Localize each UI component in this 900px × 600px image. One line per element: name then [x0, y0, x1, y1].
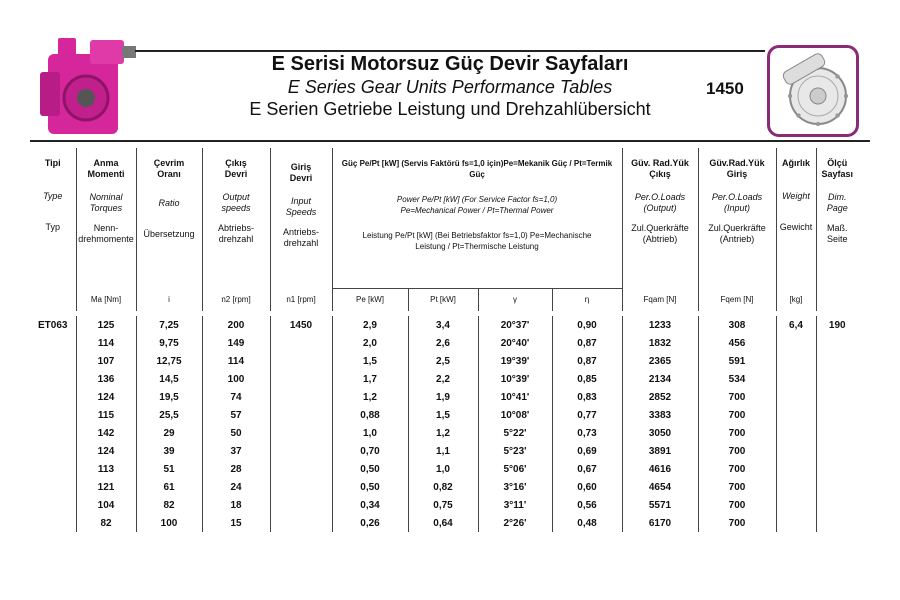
- cell-n1: [270, 496, 332, 514]
- cell-weight: [776, 406, 816, 424]
- cell-ma: 142: [76, 424, 136, 442]
- cell-weight: [776, 388, 816, 406]
- cell-n1: [270, 442, 332, 460]
- cell-fqe: 700: [698, 442, 776, 460]
- cell-gamma: 10°08': [478, 406, 552, 424]
- cell-n2: 15: [202, 514, 270, 532]
- cell-weight: [776, 370, 816, 388]
- unit-gamma: γ: [478, 288, 552, 311]
- cell-eta: 0,56: [552, 496, 622, 514]
- cell-eta: 0,83: [552, 388, 622, 406]
- cell-dim-page: [816, 424, 858, 442]
- cell-pe: 0,50: [332, 460, 408, 478]
- cell-n1: [270, 514, 332, 532]
- gearbox-product-image: [30, 32, 140, 142]
- cell-fqa: 3383: [622, 406, 698, 424]
- table-row: [30, 424, 858, 442]
- cell-ma: 124: [76, 388, 136, 406]
- cell-eta: 0,60: [552, 478, 622, 496]
- cell-pt: 2,5: [408, 352, 478, 370]
- cell-eta: 0,77: [552, 406, 622, 424]
- cell-ratio: 14,5: [136, 370, 202, 388]
- cell-dim-page: [816, 442, 858, 460]
- cell-ratio: 82: [136, 496, 202, 514]
- cell-pe: 2,0: [332, 334, 408, 352]
- cell-ma: 136: [76, 370, 136, 388]
- worm-gear-icon: [770, 48, 856, 134]
- cell-n2: 18: [202, 496, 270, 514]
- cell-n2: 57: [202, 406, 270, 424]
- cell-dim-page: [816, 406, 858, 424]
- cell-weight: [776, 514, 816, 532]
- cell-type: [30, 334, 76, 352]
- table-row: [30, 352, 858, 370]
- cell-ratio: 51: [136, 460, 202, 478]
- cell-dim-page: [816, 370, 858, 388]
- cell-gamma: 5°23': [478, 442, 552, 460]
- cell-n1: [270, 334, 332, 352]
- cell-gamma: 10°39': [478, 370, 552, 388]
- cell-gamma: 3°11': [478, 496, 552, 514]
- cell-dim-page: 190: [816, 316, 858, 334]
- cell-fqa: 3891: [622, 442, 698, 460]
- cell-fqa: 5571: [622, 496, 698, 514]
- cell-dim-page: [816, 388, 858, 406]
- cell-n1: 1450: [270, 316, 332, 334]
- cell-weight: [776, 334, 816, 352]
- cell-fqa: 2852: [622, 388, 698, 406]
- unit-kg: [kg]: [776, 288, 816, 311]
- cell-n2: 24: [202, 478, 270, 496]
- cell-eta: 0,69: [552, 442, 622, 460]
- cell-ratio: 100: [136, 514, 202, 532]
- cell-fqa: 1233: [622, 316, 698, 334]
- cell-pe: 0,70: [332, 442, 408, 460]
- cell-fqe: 700: [698, 388, 776, 406]
- gear-thumbnail: [767, 45, 859, 137]
- table-row: [30, 496, 858, 514]
- cell-fqa: 2134: [622, 370, 698, 388]
- cell-weight: [776, 460, 816, 478]
- table-row: [30, 334, 858, 352]
- cell-ma: 124: [76, 442, 136, 460]
- cell-ratio: 25,5: [136, 406, 202, 424]
- col-tipi: Tipi Type Typ: [43, 158, 63, 232]
- cell-dim-page: [816, 514, 858, 532]
- cell-type: [30, 478, 76, 496]
- cell-pe: 2,9: [332, 316, 408, 334]
- table-row: [30, 478, 858, 496]
- cell-n2: 37: [202, 442, 270, 460]
- cell-gamma: 3°16': [478, 478, 552, 496]
- cell-ratio: 61: [136, 478, 202, 496]
- cell-fqa: 1832: [622, 334, 698, 352]
- cell-fqa: 4654: [622, 478, 698, 496]
- cell-eta: 0,73: [552, 424, 622, 442]
- cell-type: [30, 388, 76, 406]
- cell-fqe: 534: [698, 370, 776, 388]
- cell-ma: 121: [76, 478, 136, 496]
- cell-weight: 6,4: [776, 316, 816, 334]
- cell-type: [30, 406, 76, 424]
- col-giris-yuk: Güv.Rad.Yük Giriş Per.O.Loads (Input) Zul.Querkräfte (Antrieb): [698, 148, 776, 288]
- cell-pt: 3,4: [408, 316, 478, 334]
- cell-eta: 0,87: [552, 334, 622, 352]
- cell-type: [30, 352, 76, 370]
- cell-pt: 1,9: [408, 388, 478, 406]
- cell-gamma: 5°06': [478, 460, 552, 478]
- col-anma: Anma Momenti Nominal Torques Nenn-drehmomente: [76, 148, 136, 288]
- cell-eta: 0,85: [552, 370, 622, 388]
- table-row: [30, 406, 858, 424]
- cell-pt: 0,75: [408, 496, 478, 514]
- cell-n2: 114: [202, 352, 270, 370]
- cell-ma: 114: [76, 334, 136, 352]
- unit-fqe: Fqem [N]: [698, 288, 776, 311]
- table-row: [30, 316, 858, 334]
- table-row: [30, 460, 858, 478]
- cell-n1: [270, 352, 332, 370]
- cell-weight: [776, 478, 816, 496]
- cell-n2: 200: [202, 316, 270, 334]
- cell-gamma: 20°40': [478, 334, 552, 352]
- cell-type: [30, 496, 76, 514]
- table-row: [30, 514, 858, 532]
- cell-eta: 0,87: [552, 352, 622, 370]
- cell-fqa: 6170: [622, 514, 698, 532]
- cell-weight: [776, 442, 816, 460]
- cell-n1: [270, 406, 332, 424]
- cell-gamma: 10°41': [478, 388, 552, 406]
- cell-ratio: 29: [136, 424, 202, 442]
- cell-pe: 1,2: [332, 388, 408, 406]
- cell-fqe: 591: [698, 352, 776, 370]
- cell-weight: [776, 352, 816, 370]
- table-row: [30, 388, 858, 406]
- cell-pt: 1,1: [408, 442, 478, 460]
- cell-fqe: 700: [698, 478, 776, 496]
- cell-pe: 0,34: [332, 496, 408, 514]
- cell-fqa: 2365: [622, 352, 698, 370]
- cell-pt: 2,2: [408, 370, 478, 388]
- cell-type: [30, 424, 76, 442]
- cell-ma: 104: [76, 496, 136, 514]
- cell-dim-page: [816, 478, 858, 496]
- table-row: [30, 442, 858, 460]
- cell-type: [30, 514, 76, 532]
- cell-n2: 50: [202, 424, 270, 442]
- cell-gamma: 5°22': [478, 424, 552, 442]
- cell-fqe: 700: [698, 460, 776, 478]
- cell-fqe: 308: [698, 316, 776, 334]
- unit-pt: Pt [kW]: [408, 288, 478, 311]
- col-agirlik: Ağırlık Weight Gewicht: [776, 148, 816, 288]
- cell-fqe: 700: [698, 496, 776, 514]
- cell-pe: 1,7: [332, 370, 408, 388]
- cell-n1: [270, 388, 332, 406]
- cell-pe: 0,88: [332, 406, 408, 424]
- title-german: E Serien Getriebe Leistung und Drehzahlübersicht: [249, 99, 651, 119]
- cell-ma: 125: [76, 316, 136, 334]
- unit-n2: n2 [rpm]: [202, 288, 270, 311]
- cell-eta: 0,67: [552, 460, 622, 478]
- cell-n1: [270, 370, 332, 388]
- cell-ma: 82: [76, 514, 136, 532]
- cell-dim-page: [816, 352, 858, 370]
- cell-n1: [270, 460, 332, 478]
- col-olcu: Ölçü Sayfası Dim. Page Maß. Seite: [816, 148, 858, 311]
- cell-type: [30, 370, 76, 388]
- unit-pe: Pe [kW]: [332, 288, 408, 311]
- cell-fqa: 4616: [622, 460, 698, 478]
- cell-ratio: 12,75: [136, 352, 202, 370]
- cell-fqe: 700: [698, 406, 776, 424]
- cell-pt: 0,64: [408, 514, 478, 532]
- col-cikis-yuk: Güv. Rad.Yük Çıkış Per.O.Loads (Output) Zul.Querkräfte (Abtrieb): [622, 148, 698, 288]
- data-table: [30, 316, 858, 532]
- cell-dim-page: [816, 334, 858, 352]
- col-cikis: Çıkış Devri Output speeds Abtriebs-drehzahl: [202, 148, 270, 288]
- unit-i: i: [136, 288, 202, 311]
- cell-dim-page: [816, 460, 858, 478]
- unit-ma: Ma [Nm]: [76, 288, 136, 311]
- cell-pt: 1,0: [408, 460, 478, 478]
- cell-eta: 0,90: [552, 316, 622, 334]
- unit-eta: η: [552, 288, 622, 311]
- col-cevrim: Çevrim Oranı Ratio Übersetzung: [136, 148, 202, 288]
- cell-pe: 0,26: [332, 514, 408, 532]
- column-headers: [30, 148, 858, 311]
- cell-gamma: 20°37': [478, 316, 552, 334]
- col-guc: Güç Pe/Pt [kW] (Servis Faktörü fs=1,0 için)Pe=Mekanik Güç / Pt=Termik Güç Power Pe/Pt [kW] (For Service Factor fs=1,0) Pe=Mechanical Power / Pt=Thermal Power Leistung Pe/Pt [kW] (Bei Betriebsfaktor fs=1,0) Pe=Mechanische Leistung / Pt=Thermische Leistung: [332, 148, 622, 288]
- cell-n1: [270, 424, 332, 442]
- header-bottom-rule: [30, 140, 870, 142]
- rpm-label: 1450: [706, 79, 744, 98]
- cell-pt: 2,6: [408, 334, 478, 352]
- cell-pt: 1,5: [408, 406, 478, 424]
- table-row: [30, 370, 858, 388]
- cell-gamma: 19°39': [478, 352, 552, 370]
- cell-ma: 113: [76, 460, 136, 478]
- unit-n1: n1 [rpm]: [270, 288, 332, 311]
- cell-fqe: 456: [698, 334, 776, 352]
- cell-pe: 1,0: [332, 424, 408, 442]
- cell-n2: 28: [202, 460, 270, 478]
- cell-ratio: 19,5: [136, 388, 202, 406]
- cell-ma: 107: [76, 352, 136, 370]
- cell-n1: [270, 478, 332, 496]
- cell-pt: 1,2: [408, 424, 478, 442]
- cell-type: [30, 460, 76, 478]
- unit-fqa: Fqam [N]: [622, 288, 698, 311]
- cell-n2: 100: [202, 370, 270, 388]
- title-turkish: E Serisi Motorsuz Güç Devir Sayfaları: [271, 53, 629, 75]
- cell-ratio: 7,25: [136, 316, 202, 334]
- cell-fqe: 700: [698, 424, 776, 442]
- cell-dim-page: [816, 496, 858, 514]
- cell-n2: 149: [202, 334, 270, 352]
- cell-fqe: 700: [698, 514, 776, 532]
- cell-weight: [776, 424, 816, 442]
- title-block: [200, 52, 700, 120]
- cell-ma: 115: [76, 406, 136, 424]
- cell-gamma: 2°26': [478, 514, 552, 532]
- cell-pe: 1,5: [332, 352, 408, 370]
- cell-ratio: 39: [136, 442, 202, 460]
- cell-type: [30, 442, 76, 460]
- cell-pt: 0,82: [408, 478, 478, 496]
- cell-ratio: 9,75: [136, 334, 202, 352]
- col-giris: Giriş Devri Input Speeds Antriebs-drehzahl: [270, 148, 332, 288]
- title-english: E Series Gear Units Performance Tables: [287, 77, 613, 97]
- cell-weight: [776, 496, 816, 514]
- cell-n2: 74: [202, 388, 270, 406]
- cell-fqa: 3050: [622, 424, 698, 442]
- cell-eta: 0,48: [552, 514, 622, 532]
- cell-type: ET063: [38, 319, 68, 331]
- cell-pe: 0,50: [332, 478, 408, 496]
